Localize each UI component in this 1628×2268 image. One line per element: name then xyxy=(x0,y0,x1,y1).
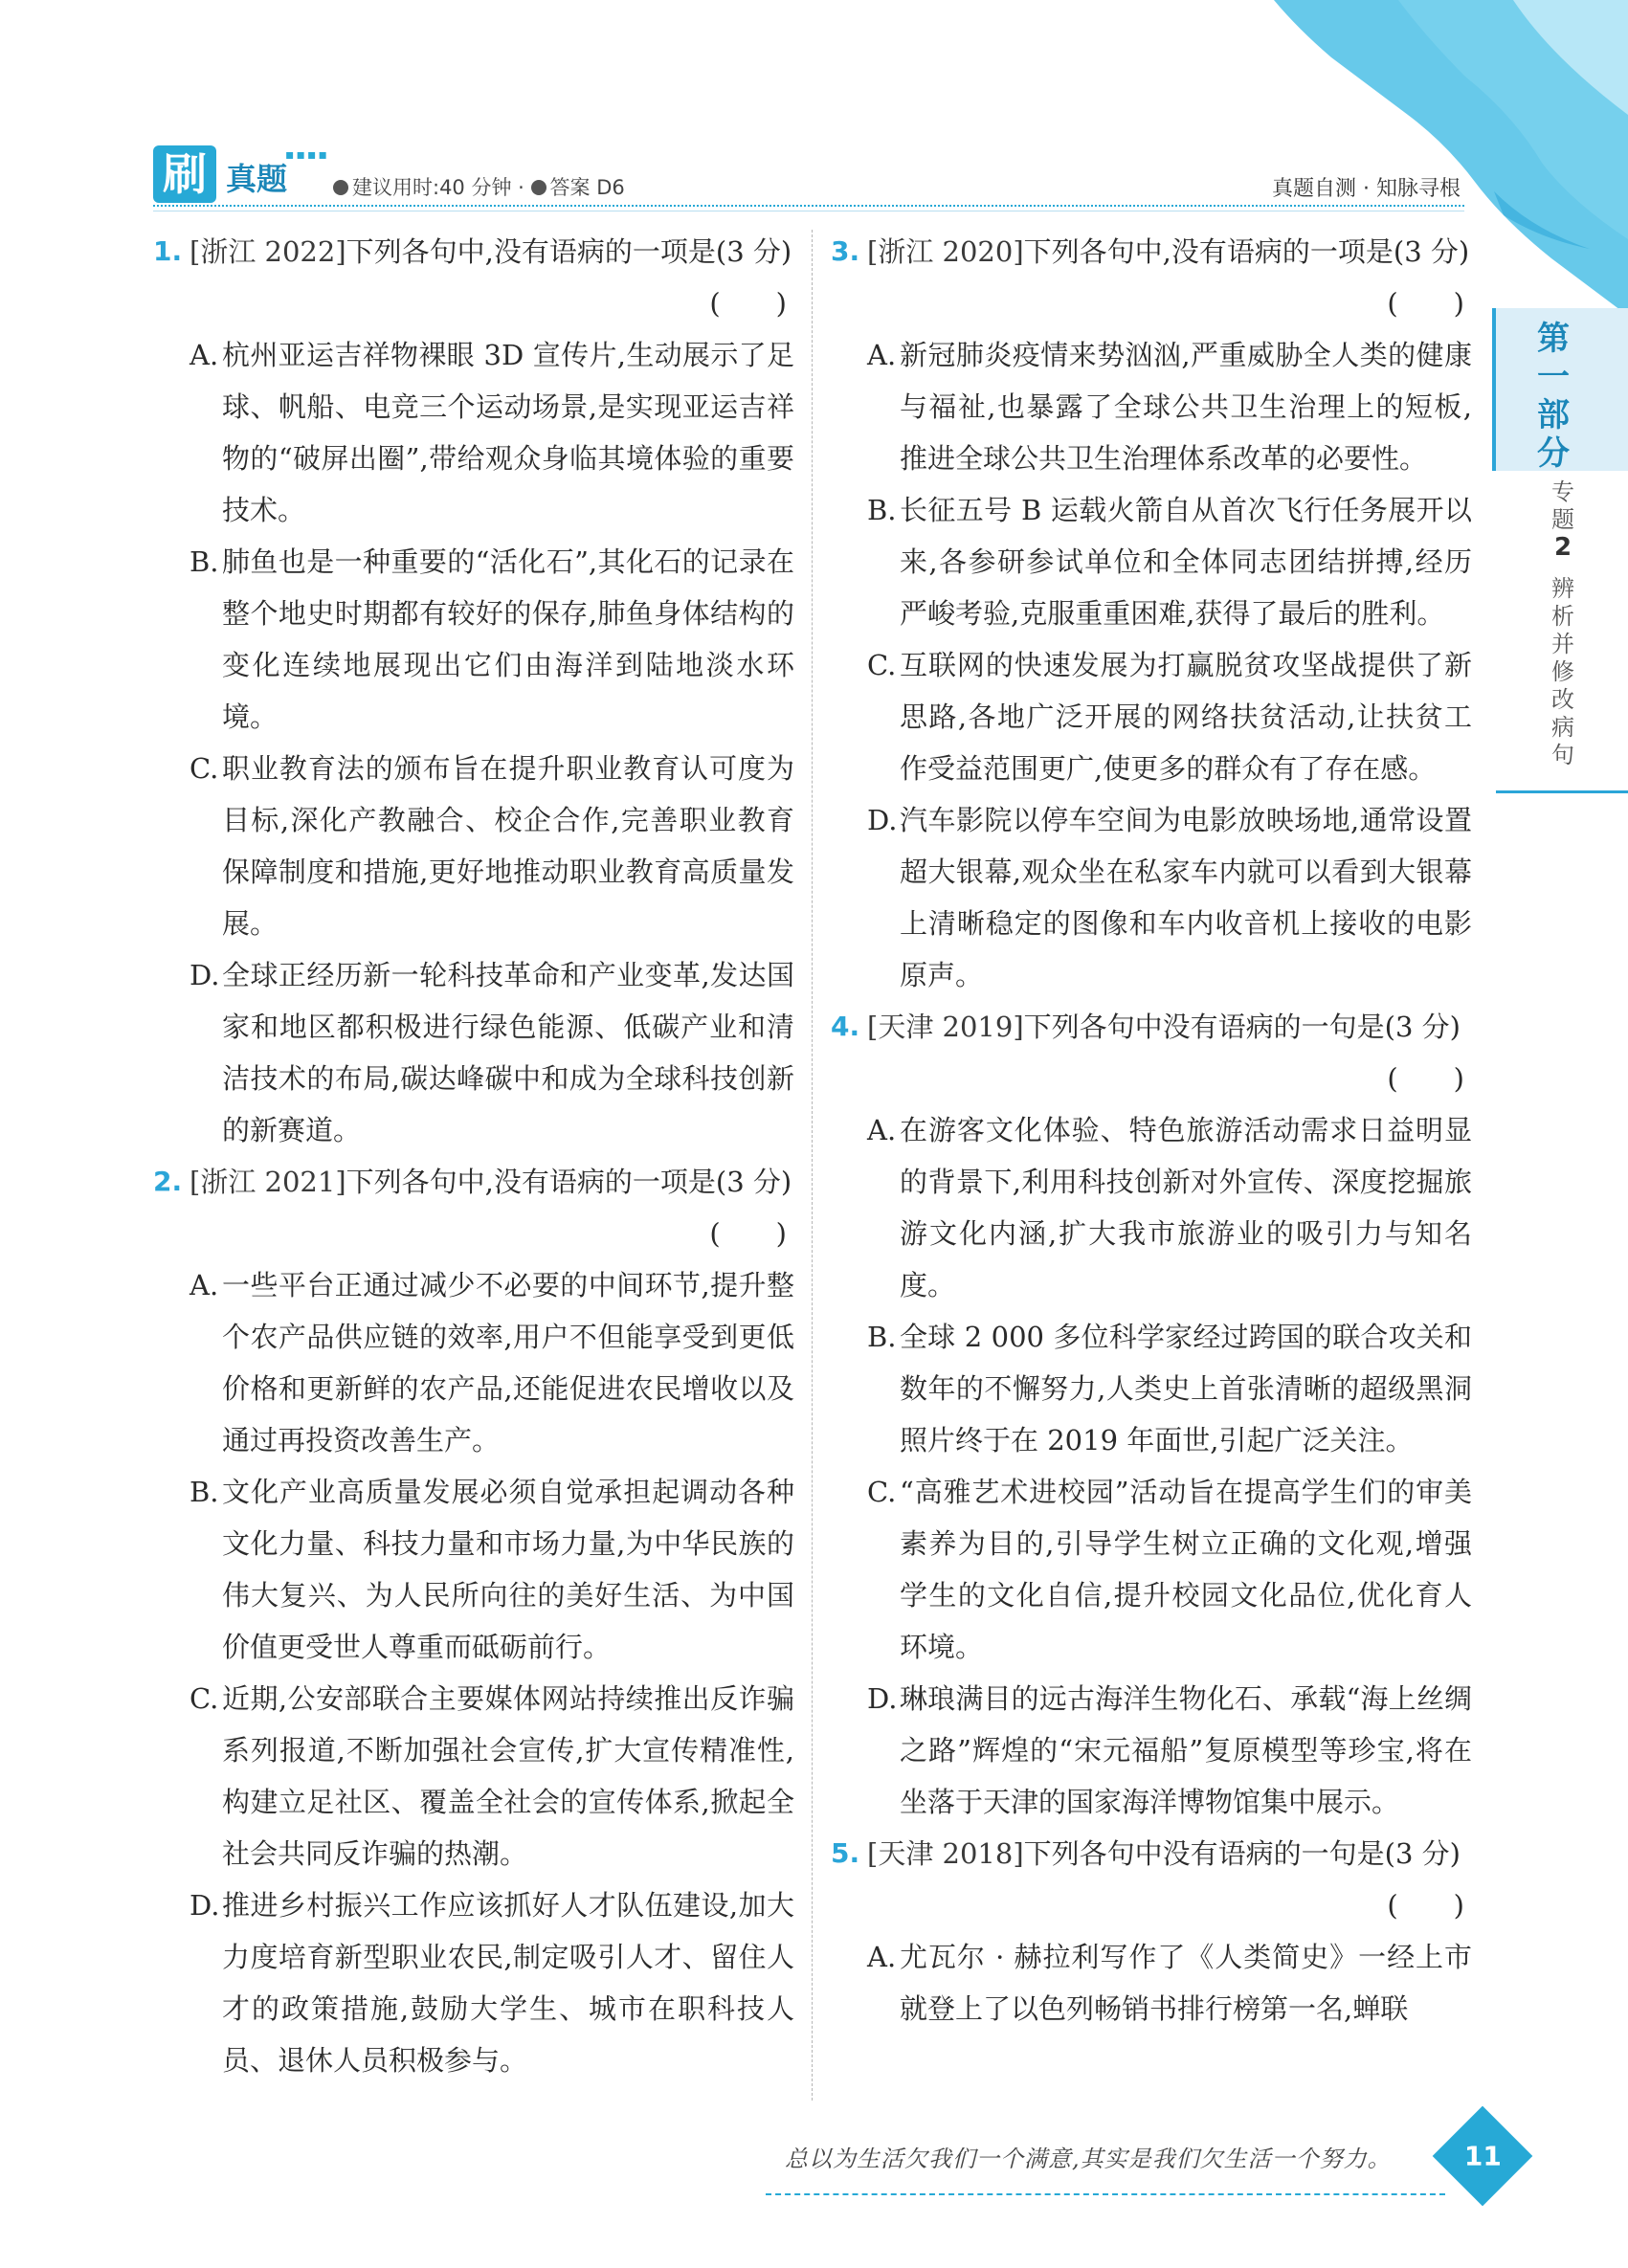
brand-logo: 刷 xyxy=(153,145,216,203)
page-header xyxy=(153,145,1483,211)
option-3c: C. 互联网的快速发展为打赢脱贫攻坚战提供了新思路,各地广泛开展的网络扶贫活动,让扶贫工作受益范围更广,使更多的群众有了存在感。 xyxy=(867,649,1472,785)
header-meta xyxy=(333,172,625,201)
question-number: 4. xyxy=(831,1011,860,1042)
question-stem: [浙江 2022]下列各句中,没有语病的一项是(3 分) xyxy=(190,235,792,268)
footer-divider xyxy=(766,2193,1445,2195)
footer-quote: 总以为生活欠我们一个满意,其实是我们欠生活一个努力。 xyxy=(785,2146,1392,2172)
question-3 xyxy=(831,226,1472,329)
answer-blank: ( ) xyxy=(709,1217,787,1250)
question-number: 2. xyxy=(153,1166,183,1197)
header-subtitle: 真题自测 · 知脉寻根 xyxy=(1272,177,1461,201)
answer-blank: ( ) xyxy=(1387,1889,1464,1922)
topic-underline xyxy=(1496,790,1628,793)
option-4d: D. 琳琅满目的远古海洋生物化石、承载“海上丝绸之路”辉煌的“宋元福船”复原模型等珍宝,将在坐落于天津的国家海洋博物馆集中展示。 xyxy=(867,1682,1472,1818)
question-2 xyxy=(153,1156,794,1259)
topic-number: 2 xyxy=(1553,533,1572,562)
answer-blank: ( ) xyxy=(1387,287,1464,320)
answer-hint: 答案 D6 xyxy=(549,176,625,199)
question-4 xyxy=(831,1001,1472,1104)
question-number: 1. xyxy=(153,235,183,267)
question-1 xyxy=(153,226,794,329)
question-stem: [浙江 2021]下列各句中,没有语病的一项是(3 分) xyxy=(190,1166,792,1198)
option-2c: C. 近期,公安部联合主要媒体网站持续推出反诈骗系列报道,不断加强社会宣传,扩大宣传精准性,构建立足社区、覆盖全社会的宣传体系,掀起全社会共同反诈骗的热潮。 xyxy=(190,1682,794,1870)
header-divider xyxy=(153,205,1464,207)
question-stem: [浙江 2020]下列各句中,没有语病的一项是(3 分) xyxy=(867,235,1470,268)
left-column xyxy=(153,226,794,2086)
option-4b: B. 全球 2 000 多位科学家经过跨国的联合攻关和数年的不懈努力,人类史上首张清晰的超级黑洞照片终于在 2019 年面世,引起广泛关注。 xyxy=(867,1321,1472,1456)
meta-separator: · xyxy=(518,176,524,199)
topic-label xyxy=(1546,478,1580,769)
option-1a: A. 杭州亚运吉祥物裸眼 3D 宣传片,生动展示了足球、帆船、电竞三个运动场景,是实现亚运吉祥物的“破屏出圈”,带给观众身临其境体验的重要技术。 xyxy=(190,339,794,526)
question-number: 5. xyxy=(831,1837,860,1869)
page-number: 11 xyxy=(1463,2140,1502,2171)
part-tab xyxy=(1492,308,1628,471)
option-1d: D. 全球正经历新一轮科技革命和产业变革,发达国家和地区都积极进行绿色能源、低碳产业和清洁技术的布局,碳达峰碳中和成为全球科技创新的新赛道。 xyxy=(190,959,794,1146)
section-title: 真题 xyxy=(226,161,288,197)
option-4c: C. “高雅艺术进校园”活动旨在提高学生们的审美素养为目的,引导学生树立正确的文化观,增强学生的文化自信,提升校园文化品位,优化育人环境。 xyxy=(867,1476,1472,1663)
option-2b: B. 文化产业高质量发展必须自觉承担起调动各种文化力量、科技力量和市场力量,为中华民族的伟大复兴、为人民所向往的美好生活、为中国价值更受世人尊重而砥砺前行。 xyxy=(190,1476,794,1663)
option-3a: A. 新冠肺炎疫情来势汹汹,严重威胁全人类的健康与福祉,也暴露了全球公共卫生治理上的短板,推进全球公共卫生治理体系改革的必要性。 xyxy=(867,339,1472,475)
question-5 xyxy=(831,1828,1472,1931)
question-stem: [天津 2018]下列各句中没有语病的一句是(3 分) xyxy=(867,1837,1461,1870)
question-stem: [天津 2019]下列各句中没有语病的一句是(3 分) xyxy=(867,1011,1461,1043)
time-hint: 建议用时:40 分钟 xyxy=(352,176,512,199)
right-column xyxy=(831,226,1472,2035)
part-label: 第一部分 xyxy=(1537,320,1570,473)
option-3b: B. 长征五号 B 运载火箭自从首次飞行任务展开以来,各参研参试单位和全体同志团结拼搏,经历严峻考验,克服重重困难,获得了最后的胜利。 xyxy=(867,494,1472,630)
page-number-badge xyxy=(1433,2106,1533,2207)
decor-dots: ▪▪▪▪ xyxy=(285,147,329,163)
option-1b: B. 肺鱼也是一种重要的“活化石”,其化石的记录在整个地史时期都有较好的保存,肺鱼身体结构的变化连续地展现出它们由海洋到陆地淡水环境。 xyxy=(190,545,794,733)
option-5a: A. 尤瓦尔 · 赫拉利写作了《人类简史》一经上市就登上了以色列畅销书排行榜第一名,蝉联 xyxy=(867,1941,1472,2025)
column-divider xyxy=(812,230,813,2101)
answer-icon xyxy=(531,180,546,195)
option-1c: C. 职业教育法的颁布旨在提升职业教育认可度为目标,深化产教融合、校企合作,完善职业教育保障制度和措施,更好地推动职业教育高质量发展。 xyxy=(190,752,794,940)
topic-title: 辨析并修改病句 xyxy=(1551,575,1574,768)
answer-blank: ( ) xyxy=(709,287,787,320)
option-2a: A. 一些平台正通过减少不必要的中间环节,提升整个农产品供应链的效率,用户不但能享受到更低价格和更新鲜的农产品,还能促进农民增收以及通过再投资改善生产。 xyxy=(190,1269,794,1456)
question-number: 3. xyxy=(831,235,860,267)
clock-icon xyxy=(333,180,348,195)
option-2d: D. 推进乡村振兴工作应该抓好人才队伍建设,加大力度培育新型职业农民,制定吸引人才、留住人才的政策措施,鼓励大学生、城市在职科技人员、退休人员积极参与。 xyxy=(190,1889,794,2077)
option-3d: D. 汽车影院以停车空间为电影放映场地,通常设置超大银幕,观众坐在私家车内就可以看到大银幕上清晰稳定的图像和车内收音机上接收的电影原声。 xyxy=(867,804,1472,991)
option-4a: A. 在游客文化体验、特色旅游活动需求日益明显的背景下,利用科技创新对外宣传、深度挖掘旅游文化内涵,扩大我市旅游业的吸引力与知名度。 xyxy=(867,1114,1472,1301)
topic-prefix: 专题 xyxy=(1551,478,1574,533)
answer-blank: ( ) xyxy=(1387,1062,1464,1095)
